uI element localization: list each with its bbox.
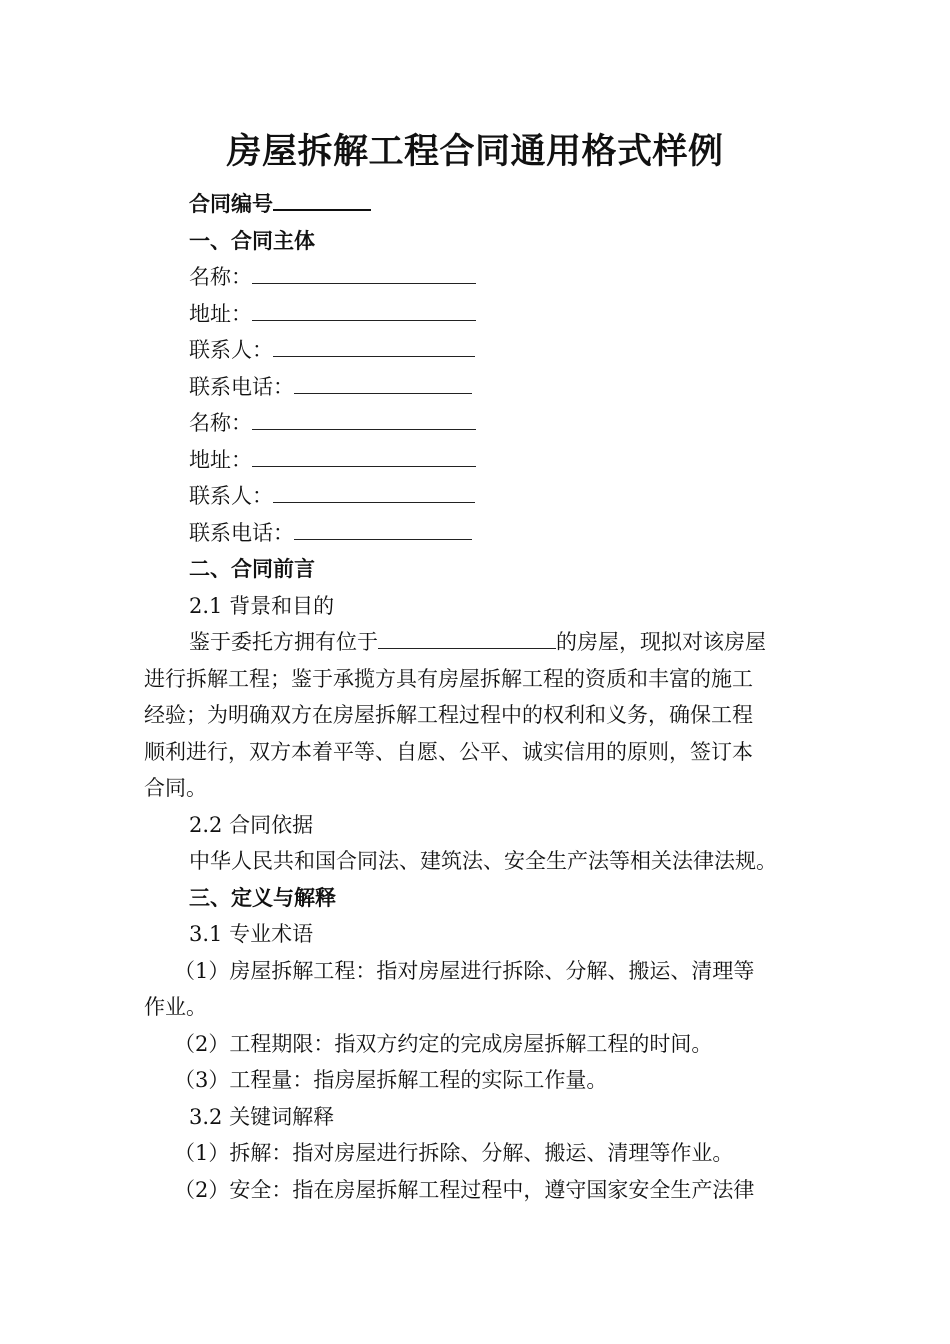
clause-2-1-line-5: 合同。 xyxy=(144,776,207,800)
clause-2-1-title: 2.1 背景和目的 xyxy=(189,593,335,618)
party-b-name-label: 名称： xyxy=(189,411,252,435)
party-a-name-blank xyxy=(252,265,476,284)
party-b-name-row xyxy=(144,405,806,442)
party-a-address-row xyxy=(144,296,806,333)
party-b-phone-label: 联系电话： xyxy=(189,520,294,545)
term-2: （2）工程期限：指双方约定的完成房屋拆解工程的时间。 xyxy=(174,1031,713,1056)
clause-3-2-title: 3.2 关键词解释 xyxy=(189,1104,335,1129)
section-2-heading: 二、合同前言 xyxy=(189,557,315,581)
party-a-contact-label: 联系人： xyxy=(189,338,273,362)
clause-2-2-text: 中华人民共和国合同法、建筑法、安全生产法等相关法律法规。 xyxy=(189,849,777,873)
party-a-name-row xyxy=(144,259,806,296)
clause-2-1-line-1 xyxy=(144,624,806,661)
contract-number-blank xyxy=(273,191,371,211)
document-body xyxy=(144,186,806,1208)
clause-3-1-title: 3.1 专业术语 xyxy=(189,922,314,946)
party-a-name-label: 名称： xyxy=(189,265,252,289)
section-1-heading: 一、合同主体 xyxy=(189,228,315,253)
party-a-phone-label: 联系电话： xyxy=(189,374,294,399)
party-a-address-label: 地址： xyxy=(189,301,252,326)
contract-number-row xyxy=(144,186,806,223)
term-1-line-2: 作业。 xyxy=(144,995,207,1019)
contract-number-label: 合同编号 xyxy=(189,192,273,216)
property-location-blank xyxy=(378,630,556,649)
clause-2-1-line-4: 顺利进行，双方本着平等、自愿、公平、诚实信用的原则，签订本 xyxy=(144,739,753,764)
clause-2-1-line-1-b: 的房屋，现拟对该房屋 xyxy=(556,630,766,654)
document-title: 房屋拆解工程合同通用格式样例 xyxy=(226,132,724,172)
party-b-address-row xyxy=(144,442,806,479)
party-a-address-blank xyxy=(252,302,476,321)
section-3-heading: 三、定义与解释 xyxy=(189,885,336,910)
clause-2-2-title: 2.2 合同依据 xyxy=(189,812,314,837)
party-b-address-blank xyxy=(252,448,476,467)
party-b-phone-row xyxy=(144,515,806,552)
clause-2-1-line-1-a: 鉴于委托方拥有位于 xyxy=(189,630,378,654)
party-a-contact-blank xyxy=(273,338,475,357)
party-b-phone-blank xyxy=(294,521,472,540)
party-b-address-label: 地址： xyxy=(189,447,252,472)
term-1-line-1: （1）房屋拆解工程：指对房屋进行拆除、分解、搬运、清理等 xyxy=(174,958,755,983)
party-b-contact-label: 联系人： xyxy=(189,484,273,508)
party-b-name-blank xyxy=(252,411,476,430)
keyword-2: （2）安全：指在房屋拆解工程过程中，遵守国家安全生产法律 xyxy=(174,1177,755,1202)
party-a-contact-row xyxy=(144,332,806,369)
clause-2-1-line-2: 进行拆解工程；鉴于承揽方具有房屋拆解工程的资质和丰富的施工 xyxy=(144,666,753,691)
keyword-1: （1）拆解：指对房屋进行拆除、分解、搬运、清理等作业。 xyxy=(174,1141,734,1165)
party-a-phone-row xyxy=(144,369,806,406)
party-a-phone-blank xyxy=(294,375,472,394)
clause-2-1-line-3: 经验；为明确双方在房屋拆解工程过程中的权利和义务，确保工程 xyxy=(144,703,753,727)
party-b-contact-row xyxy=(144,478,806,515)
term-3: （3）工程量：指房屋拆解工程的实际工作量。 xyxy=(174,1068,608,1092)
party-b-contact-blank xyxy=(273,484,475,503)
